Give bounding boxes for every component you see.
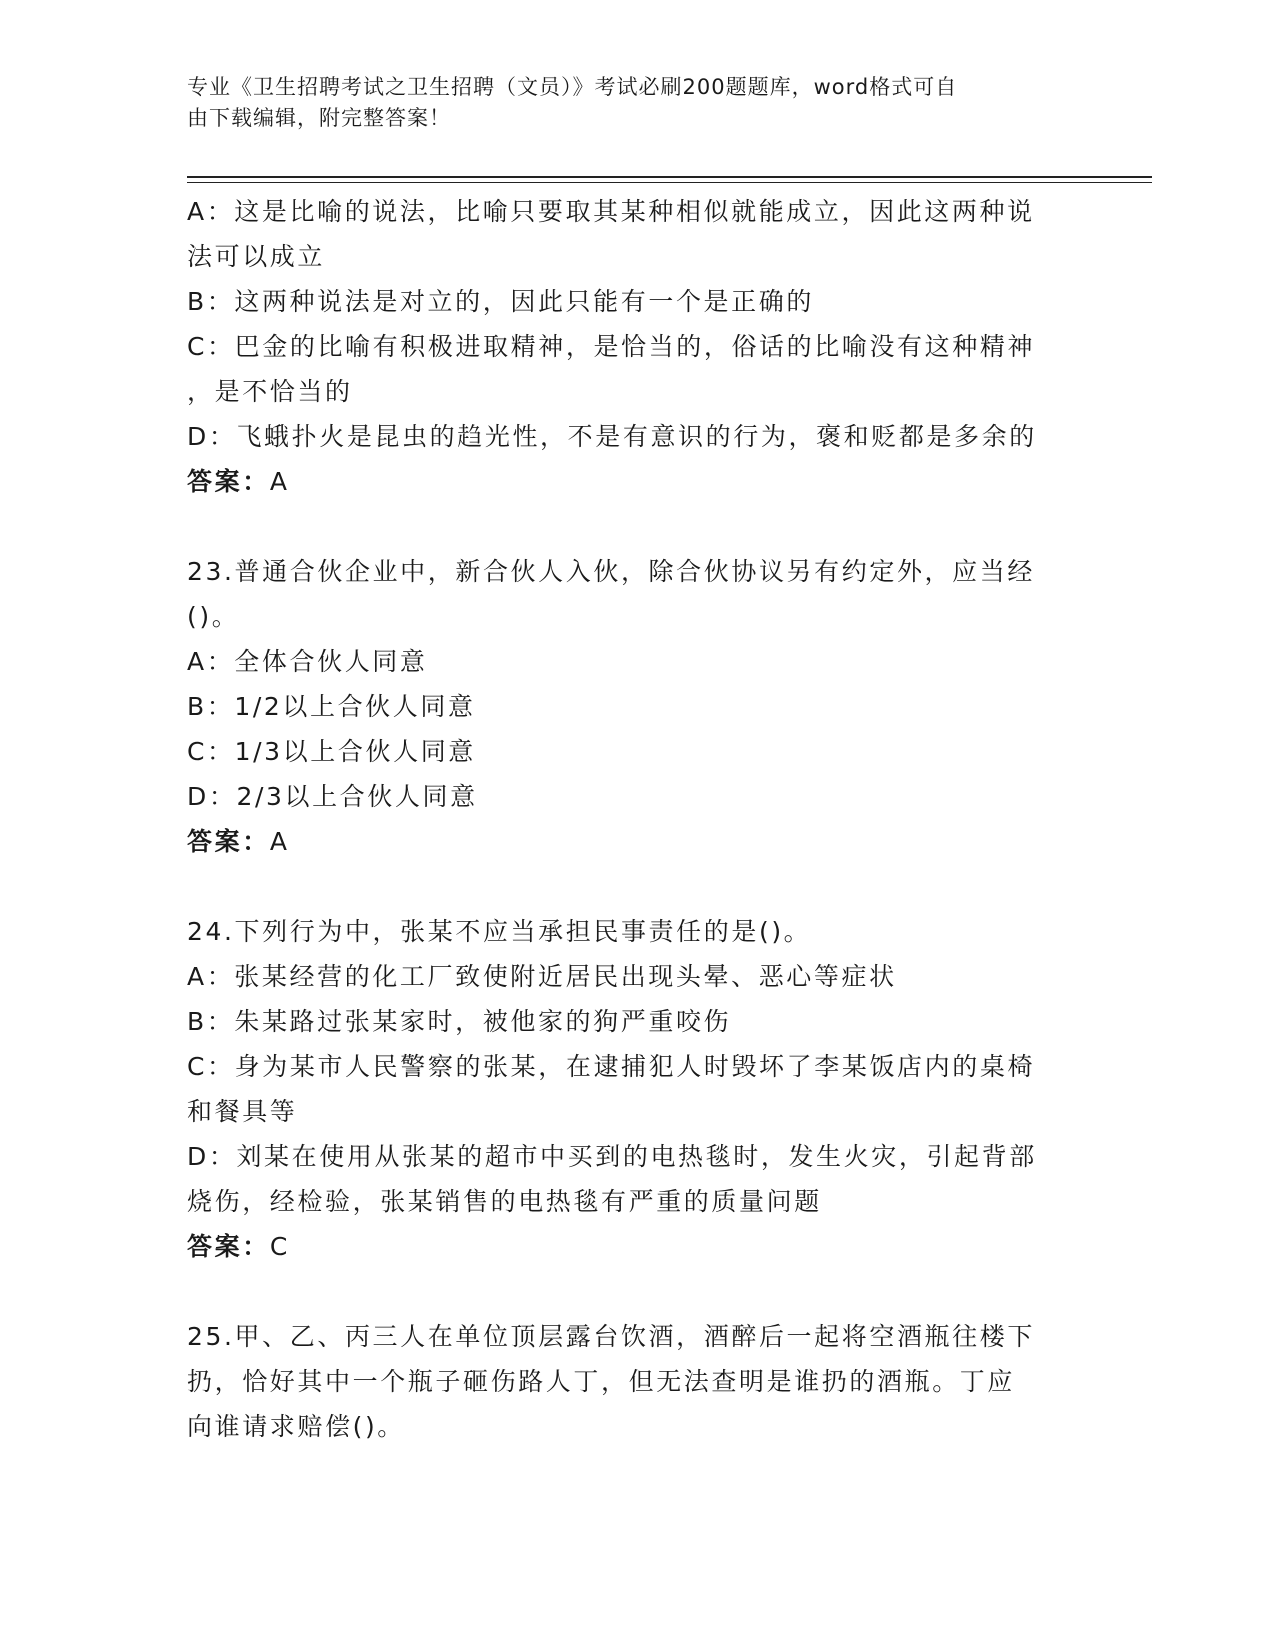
q23-option-d: D：2/3以上合伙人同意 (187, 782, 478, 811)
question-23 (187, 549, 1067, 864)
q22-answer (187, 459, 1067, 504)
q22-option-b: B：这两种说法是对立的，因此只能有一个是正确的 (187, 287, 814, 316)
spacer (187, 1269, 1067, 1314)
q22-option-c: C：巴金的比喻有积极进取精神，是恰当的，俗话的比喻没有这种精神 (187, 332, 1036, 361)
question-22 (187, 189, 1067, 504)
header-title-line-2: 由下载编辑，附完整答案！ (187, 106, 451, 130)
q24-option-d: D：刘某在使用从张某的超市中买到的电热毯时，发生火灾，引起背部 (187, 1142, 1037, 1171)
q24-option-a: A：张某经营的化工厂致使附近居民出现头晕、恶心等症状 (187, 962, 897, 991)
q22-option-a-cont: 法可以成立 (187, 242, 326, 271)
q23-answer (187, 819, 1067, 864)
answer-value: C (269, 1232, 290, 1261)
q24-answer (187, 1224, 1067, 1269)
q25-stem: 25.甲、乙、丙三人在单位顶层露台饮酒，酒醉后一起将空酒瓶往楼下 (187, 1322, 1035, 1351)
q25-stem-cont: 扔，恰好其中一个瓶子砸伤路人丁，但无法查明是谁扔的酒瓶。丁应 (187, 1367, 1016, 1396)
answer-value: A (269, 827, 290, 856)
q24-option-b: B：朱某路过张某家时，被他家的狗严重咬伤 (187, 1007, 732, 1036)
q23-stem: 23.普通合伙企业中，新合伙人入伙，除合伙协议另有约定外，应当经 (187, 557, 1035, 586)
answer-label: 答案： (187, 467, 270, 496)
q25-stem-cont-2: 向谁请求赔偿()。 (187, 1412, 405, 1441)
header-title-line-1: 专业《卫生招聘考试之卫生招聘（文员）》考试必刷200题题库，word格式可自 (187, 75, 958, 99)
question-24 (187, 909, 1067, 1269)
answer-value: A (269, 467, 290, 496)
q23-option-c: C：1/3以上合伙人同意 (187, 737, 476, 766)
q24-option-d-cont: 烧伤，经检验，张某销售的电热毯有严重的质量问题 (187, 1187, 822, 1216)
header-divider (187, 176, 1152, 183)
answer-label: 答案： (187, 1232, 270, 1261)
q23-stem-cont: ()。 (187, 602, 240, 631)
question-list (187, 189, 1067, 1449)
spacer (187, 864, 1067, 909)
q22-option-c-cont: ，是不恰当的 (187, 377, 353, 406)
q23-option-b: B：1/2以上合伙人同意 (187, 692, 476, 721)
q24-option-c-cont: 和餐具等 (187, 1097, 298, 1126)
q22-option-d: D：飞蛾扑火是昆虫的趋光性，不是有意识的行为，褒和贬都是多余的 (187, 422, 1037, 451)
answer-label: 答案： (187, 827, 270, 856)
spacer (187, 504, 1067, 549)
question-25 (187, 1314, 1067, 1449)
q22-option-a: A：这是比喻的说法，比喻只要取其某种相似就能成立，因此这两种说 (187, 197, 1035, 226)
document-header (187, 72, 1067, 134)
q24-stem: 24.下列行为中，张某不应当承担民事责任的是()。 (187, 917, 812, 946)
q23-option-a: A：全体合伙人同意 (187, 647, 428, 676)
q24-option-c: C：身为某市人民警察的张某，在逮捕犯人时毁坏了李某饭店内的桌椅 (187, 1052, 1036, 1081)
